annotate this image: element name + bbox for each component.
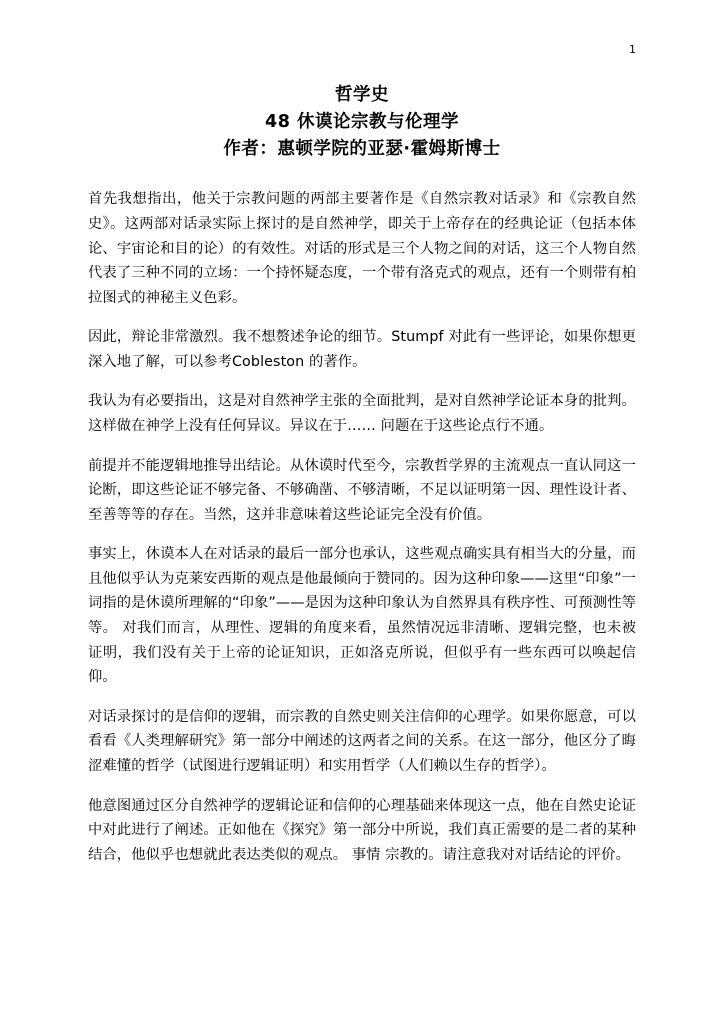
paragraph: 首先我想指出，他关于宗教问题的两部主要著作是《自然宗教对话录》和《宗教自然史》。这两部对话录实际上探讨的是自然神学，即关于上帝存在的经典论证（包括本体论、宇宙论和目的论）的有效性。对话的形式是三个人物之间的对话，这三个人物自然代表了三种不同的立场：一个持怀疑态度，一个带有洛克式的观点，还有一个则带有柏拉图式的神秘主义色彩。 <box>88 191 636 306</box>
paragraph: 前提并不能逻辑地推导出结论。从休谟时代至今，宗教哲学界的主流观点一直认同这一论断，即这些论证不够完备、不够确凿、不够清晰，不足以证明第一因、理性设计者、至善等等的存在。当然，这并非意味着这些论证完全没有价值。 <box>88 457 636 523</box>
paragraph: 他意图通过区分自然神学的逻辑论证和信仰的心理基础来体现这一点，他在自然史论证中对此进行了阐述。正如他在《探究》第一部分中所说，我们真正需要的是二者的某种结合，他似乎也想就此表达类似的观点。 事情 宗教的。请注意我对对话结论的评价。 <box>88 797 636 863</box>
document-author: 作者：惠顿学院的亚瑟·霍姆斯博士 <box>223 139 501 160</box>
paragraph: 我认为有必要指出，这是对自然神学主张的全面批判，是对自然神学论证本身的批判。这样做在神学上没有任何异议。异议在于…… 问题在于这些论点行不通。 <box>88 393 636 434</box>
title-block <box>88 82 636 163</box>
paragraph: 对话录探讨的是信仰的逻辑，而宗教的自然史则关注信仰的心理学。如果你愿意，可以看看《人类理解研究》第一部分中阐述的这两者之间的关系。在这一部分，他区分了晦涩难懂的哲学（试图进行逻辑证明）和实用哲学（人们赖以生存的哲学）。 <box>88 708 636 774</box>
page-number: 1 <box>629 43 636 56</box>
document-title: 哲学史 <box>335 85 389 105</box>
document-subtitle: 48 休谟论宗教与伦理学 <box>265 112 459 133</box>
paragraph: 因此，辩论非常激烈。我不想赘述争论的细节。Stumpf 对此有一些评论，如果你想更深入地了解，可以参考Cobleston 的著作。 <box>88 329 636 370</box>
paragraph: 事实上，休谟本人在对话录的最后一部分也承认，这些观点确实具有相当大的分量，而且他似乎认为克莱安西斯的观点是他最倾向于赞同的。因为这种印象——这里“印象”一词指的是休谟所理解的“印象”——是因为这种印象认为自然界具有秩序性、可预测性等等。 对我们而言，从理性、逻辑的角度来看，虽然情况远非清晰、逻辑完整，也未被证明，我们没有关于上帝的论证知识，正如洛克所说，但似乎有一些东西可以唤起信仰。 <box>88 546 636 686</box>
document-body <box>88 187 636 867</box>
